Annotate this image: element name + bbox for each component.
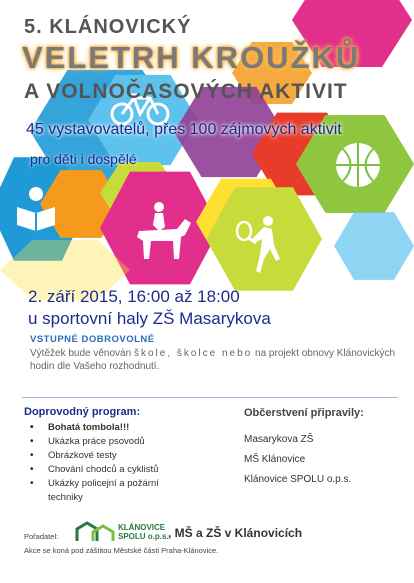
tennis-player-icon	[222, 210, 302, 280]
proceeds-part-a: Výtěžek bude věnován	[30, 348, 132, 359]
list-item: • Bohatá tombola!!!	[26, 421, 168, 435]
title-line-1: 5. KLÁNOVICKÝ	[24, 16, 192, 38]
section-divider	[22, 397, 398, 398]
list-item: • Chování chodců a cyklistů	[26, 463, 168, 477]
list-item: Masarykova ZŠ	[244, 434, 314, 445]
klanovice-spolu-logo-icon	[73, 521, 117, 548]
organizer-label: Pořadatel:	[24, 532, 59, 541]
reader-icon	[6, 178, 66, 238]
list-item: MŠ Klánovice	[244, 454, 306, 465]
entry-fee-note: VSTUPNÉ DOBROVOLNÉ	[30, 334, 155, 345]
program-list	[26, 421, 168, 505]
list-item: • Ukázky policejní a požární techniky	[26, 477, 168, 505]
proceeds-part-b: škole, školce nebo	[133, 348, 253, 359]
list-item: Klánovice SPOLU o.p.s.	[244, 474, 352, 485]
proceeds-note	[30, 347, 400, 373]
organizer-names: , MŠ a ZŠ v Klánovicích	[168, 526, 303, 540]
logo-line-1: KLÁNOVICE	[118, 523, 166, 532]
organizer-logo-text	[118, 523, 169, 541]
title-line-3: A VOLNOČASOVÝCH AKTIVIT	[24, 80, 348, 103]
list-item: • Ukázka práce psovodů	[26, 435, 168, 449]
subtitle-audience: pro děti i dospělé	[30, 151, 137, 167]
refreshments-heading: Občerstvení připravily:	[244, 407, 364, 419]
title-line-2: VELETRH KROUŽKŮ	[22, 40, 361, 75]
event-venue: u sportovní haly ZŠ Masarykova	[28, 309, 271, 328]
list-item: • Obrázkové testy	[26, 449, 168, 463]
event-date: 2. září 2015, 16:00 až 18:00	[28, 287, 240, 306]
basketball-icon	[318, 130, 398, 200]
patronage-note: Akce se koná pod záštitou Městské části Praha-Klánovice.	[24, 546, 219, 555]
program-heading: Doprovodný program:	[24, 406, 141, 418]
proceeds-part-c: na projekt obnovy Klánovických hodin dle Vašeho rozhodnutí.	[30, 348, 396, 372]
subtitle-exhibitors: 45 vystavovatelů, přes 100 zájmových aktivit	[26, 121, 342, 138]
horse-rider-icon	[116, 196, 206, 266]
hex-right-lightblue	[334, 210, 414, 282]
logo-line-2: SPOLU o.p.s.	[118, 532, 169, 541]
refreshments-list	[244, 430, 351, 490]
